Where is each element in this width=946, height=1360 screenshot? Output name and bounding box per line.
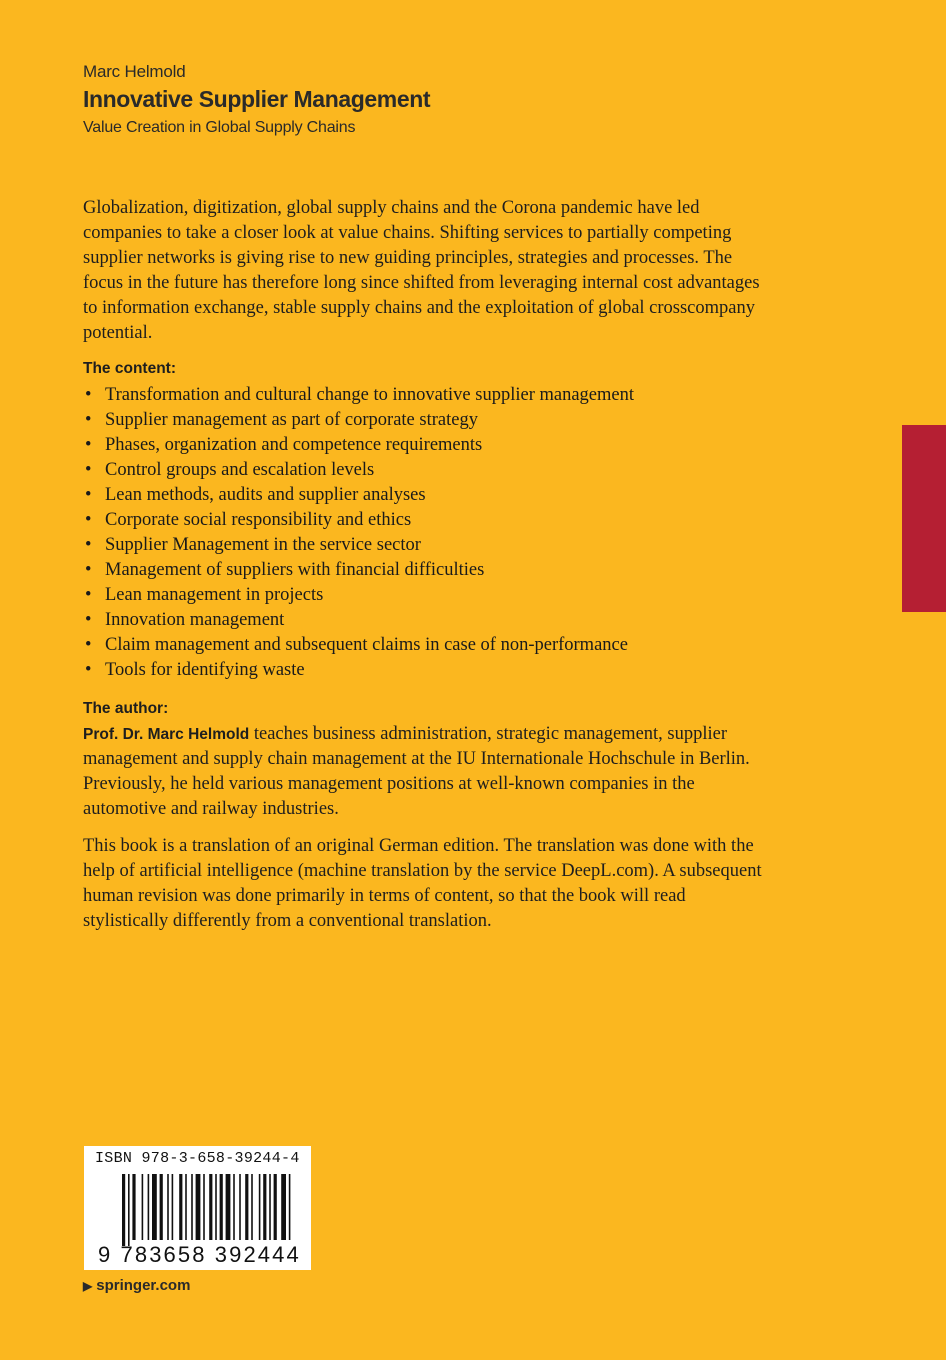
list-item: • Tools for identifying waste (83, 658, 634, 683)
barcode-bar (289, 1174, 291, 1240)
barcode-bar (122, 1174, 125, 1246)
publisher-link[interactable] (83, 1277, 190, 1294)
content-list (83, 383, 634, 683)
barcode-bar (185, 1174, 187, 1240)
barcode-bar (215, 1174, 217, 1240)
author-heading: The author: (83, 700, 169, 717)
barcode-bar (220, 1174, 223, 1240)
author-bio-name: Prof. Dr. Marc Helmold (83, 726, 250, 743)
list-item: • Phases, organization and competence requirements (83, 433, 634, 458)
barcode-bar (179, 1174, 182, 1240)
list-item: • Transformation and cultural change to innovative supplier management (83, 383, 634, 408)
barcode-bar (128, 1174, 130, 1246)
book-title: Innovative Supplier Management (83, 86, 431, 112)
barcode-bar (160, 1174, 163, 1240)
isbn-label: ISBN 978-3-658-39244-4 (95, 1150, 300, 1167)
barcode-bar (226, 1174, 231, 1240)
publisher-url: springer.com (96, 1277, 191, 1294)
list-item: • Claim management and subsequent claims in case of non-performance (83, 633, 634, 658)
barcode-bar (259, 1174, 261, 1240)
book-subtitle: Value Creation in Global Supply Chains (83, 119, 356, 136)
barcode-bar (245, 1174, 248, 1240)
barcode-bar (152, 1174, 157, 1240)
barcode-bar (274, 1174, 277, 1240)
barcode-bar (191, 1174, 193, 1240)
intro-paragraph: Globalization, digitization, global supply chains and the Corona pandemic have led companies to take a closer look at value chains. Shifting services to partially competing supplier networks is giving rise to new guiding principles, strategies and processes. The focus in the future has therefore long since shifted from leveraging internal cost advantages to information exchange, stable supply chains and the exploitation of global crosscompany potential. (83, 198, 760, 343)
barcode-bar (209, 1174, 212, 1240)
author-bio-text: teaches business administration, strategic management, supplier management and supply chain management at the IU Internationale Hochschule in Berlin. Previously, he held various management positions at well-known companies in the automotive and railway industries. (83, 724, 750, 819)
list-item: • Management of suppliers with financial difficulties (83, 558, 634, 583)
barcode-bar (239, 1174, 241, 1240)
barcode-bar (233, 1174, 235, 1240)
list-item: • Control groups and escalation levels (83, 458, 634, 483)
barcode-bar (142, 1174, 144, 1240)
list-item: • Lean methods, audits and supplier analyses (83, 483, 634, 508)
list-item: • Supplier Management in the service sector (83, 533, 634, 558)
list-item: • Corporate social responsibility and ethics (83, 508, 634, 533)
list-item: • Innovation management (83, 608, 634, 633)
barcode-bar (263, 1174, 266, 1240)
cover-header (83, 62, 430, 137)
barcode-bar (203, 1174, 205, 1240)
barcode-bar (167, 1174, 169, 1240)
author-bio (83, 722, 773, 822)
list-item: • Supplier management as part of corporate strategy (83, 408, 634, 433)
arrow-right-icon: ▶ (83, 1278, 93, 1293)
translation-note: This book is a translation of an original German edition. The translation was done with the help of artificial intelligence (machine translation by the service DeepL.com). A subsequent human revision was done primarily in terms of content, so that the book will read stylistically differently from a conventional translation. (83, 836, 762, 931)
barcode-bar (196, 1174, 201, 1240)
barcode-bar (132, 1174, 135, 1240)
content-heading: The content: (83, 360, 176, 377)
barcode-bar (148, 1174, 150, 1240)
spine-color-tab (902, 425, 946, 612)
isbn-barcode (84, 1146, 311, 1270)
author-name: Marc Helmold (83, 62, 186, 81)
barcode-bar (269, 1174, 271, 1240)
isbn-digits: 9 783658 392444 (98, 1242, 301, 1267)
list-item: • Lean management in projects (83, 583, 634, 608)
barcode-bar (281, 1174, 286, 1240)
barcode-bar (172, 1174, 174, 1240)
barcode-bar (251, 1174, 253, 1240)
